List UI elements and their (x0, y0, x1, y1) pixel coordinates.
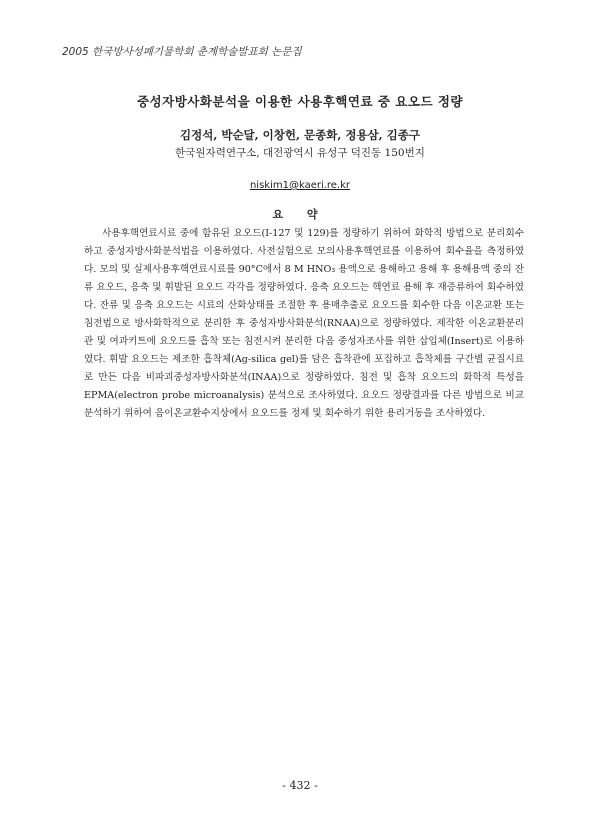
paper-title: 중성자방사화분석을 이용한 사용후핵연료 중 요오드 정량 (136, 94, 464, 109)
abstract-body (84, 225, 524, 423)
author-list: 김정석, 박순달, 이창헌, 문종화, 정용삼, 김종구 (180, 128, 420, 142)
author-email: niskim1@kaeri.re.kr (249, 180, 351, 191)
abstract-paragraph: 사용후핵연료시료 중에 함유된 요오드(I-127 및 129)를 정량하기 위하여 화학적 방법으로 분리회수하고 중성자방사화분석법을 이용하였다. 사전실험으로 모의사용후핵연료를 이용하여 회수율을 측정하였다. 모의 및 실제사용후핵연료시료를 90°C에서 8 M HNO₃ 용액으로 용해하고 용해 후 용해용액 중의 잔류 요오드, 응축 및 휘발된 요오드 각각을 정량하였다. 응축 요오드는 핵연료 용해 후 재증류하여 회수하였다. 잔류 및 응축 요오드는 시료의 산화상태를 조절한 후 용매추출로 요오드를 회수한 다음 이온교환 또는 침전법으로 방사화학적으로 분리한 후 중성자방사화분석(RNAA)으로 정량하였다. 제작한 이온교환분리관 및 여과키트에 요오드를 흡착 또는 침전시켜 분리한 다음 중성자조사를 위한 삽입체(Insert)로 이용하였다. 휘발 요오드는 제조한 흡착체(Ag-silica gel)를 담은 흡착관에 포집하고 흡착체를 구간별 균질시료로 만든 다음 비파괴중성자방사화분석(INAA)으로 정량하였다. 침전 및 흡착 요오드의 화학적 특성을 EPMA(electron probe microanalysis) 분석으로 조사하였다. 요오드 정량결과를 다른 방법으로 비교분석하기 위하여 음이온교환수지상에서 요오드를 정제 및 회수하기 위한 용리거동을 조사하였다. (84, 228, 524, 419)
conference-header: 2005 한국방사성폐기물학회 춘계학술발표회 논문집 (62, 46, 302, 58)
affiliation: 한국원자력연구소, 대전광역시 유성구 덕진동 150번지 (175, 147, 425, 159)
abstract-heading: 요 약 (272, 208, 328, 221)
page-number: - 432 - (282, 779, 318, 792)
